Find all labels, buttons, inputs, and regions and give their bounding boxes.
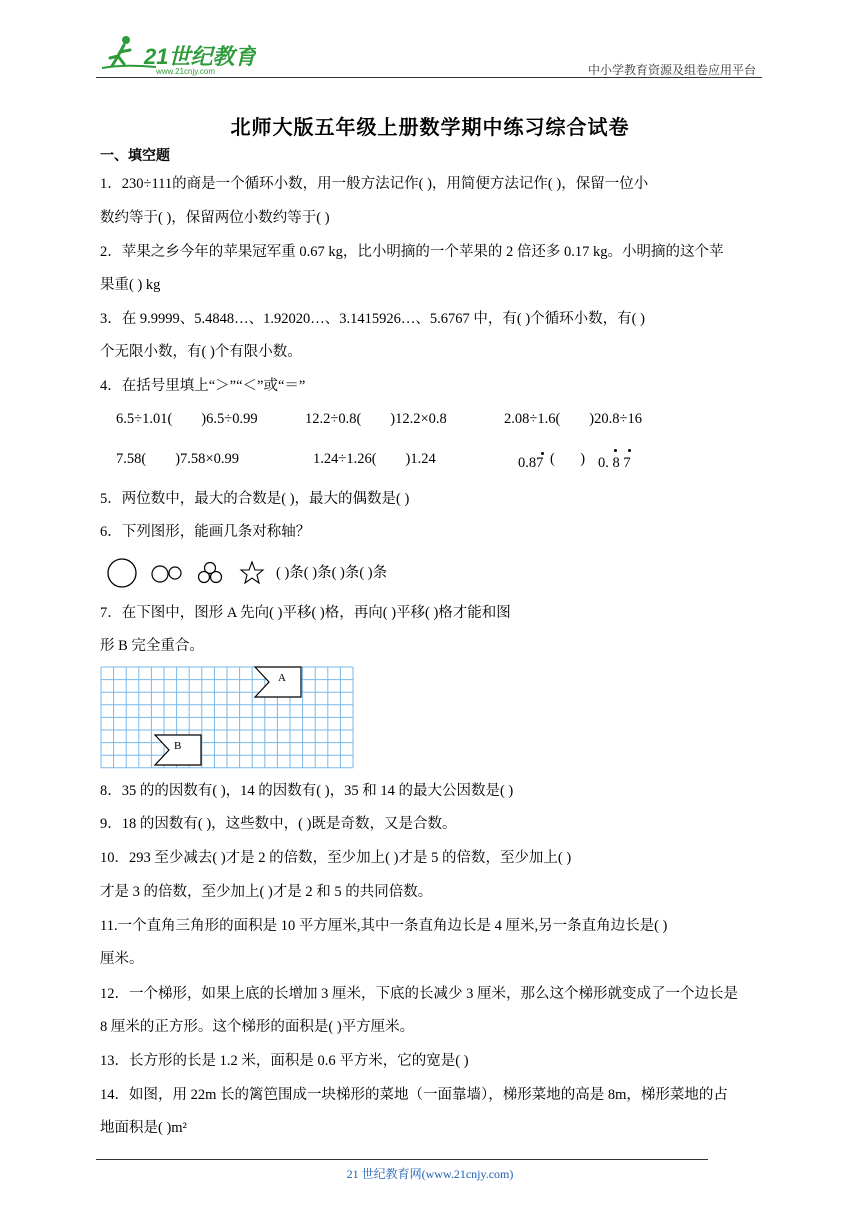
q7-line2: 形 B 完全重合。 xyxy=(100,638,204,654)
q9-line: 9．18 的因数有( )，这些数中，( )既是奇数，又是合数。 xyxy=(100,816,457,832)
header-divider xyxy=(96,77,762,78)
logo-url: www.21cnjy.com xyxy=(156,67,215,76)
q13-line: 13．长方形的长是 1.2 米，面积是 0.6 平方米，它的宽是( ) xyxy=(100,1053,469,1069)
platform-name: 中小学教育资源及组卷应用平台 xyxy=(587,63,756,77)
three-circles-icon xyxy=(199,563,222,583)
symmetry-shapes xyxy=(104,556,274,590)
q4-compare-3: 2.08÷1.6( )20.8÷16 xyxy=(504,411,642,427)
q4-compare-2: 12.2÷0.8( )12.2×0.8 xyxy=(305,411,447,427)
q4-compare-4: 7.58( )7.58×0.99 xyxy=(116,451,239,467)
footer-divider xyxy=(96,1159,708,1160)
page-title: 北师大版五年级上册数学期中练习综合试卷 xyxy=(230,117,630,139)
circle-shape-icon xyxy=(108,559,136,587)
q6-blanks: ( )条( )条( )条( )条 xyxy=(276,565,388,581)
shape-b-label: B xyxy=(174,740,182,752)
logo-text: 21世纪教育 xyxy=(144,44,256,69)
q10-line2: 才是 3 的倍数，至少加上( )才是 2 和 5 的共同倍数。 xyxy=(100,884,433,900)
q10-line1: 10．293 至少减去( )才是 2 的倍数，至少加上( )才是 5 的倍数，至少加上( ) xyxy=(100,850,572,866)
q3-line1: 3．在 9.9999、5.4848…、1.92020…、3.1415926…、5.6767 中，有( )个循环小数，有( ) xyxy=(100,311,645,327)
q14-line1: 14．如图，用 22m 长的篱笆围成一块梯形的菜地（一面靠墙），梯形菜地的高是 8m，梯形菜地的占 xyxy=(100,1087,728,1103)
q4-line1: 4．在括号里填上“＞”“＜”或“＝” xyxy=(100,378,306,394)
q11-line1: 11.一个直角三角形的面积是 10 平方厘米,其中一条直角边长是 4 厘米,另一条直角边长是( ) xyxy=(100,918,668,934)
q1-line1: 1．230÷111的商是一个循环小数，用一般方法记作( )，用简便方法记作( )，保留一位小 xyxy=(100,176,649,192)
q4-compare-5: 1.24÷1.26( )1.24 xyxy=(313,451,436,467)
q4-compare-6-left: 0.87 xyxy=(518,455,544,471)
repeating-dot xyxy=(628,449,631,452)
section-heading: 一、填空题 xyxy=(100,147,170,163)
site-logo xyxy=(96,34,256,76)
q11-line2: 厘米。 xyxy=(100,951,144,967)
q5-line: 5．两位数中，最大的合数是( )，最大的偶数是( ) xyxy=(100,491,410,507)
star-shape-icon xyxy=(241,562,263,583)
q6-line1: 6．下列图形，能画几条对称轴？ xyxy=(100,524,311,540)
repeating-dot xyxy=(614,449,617,452)
q4-compare-6-right: 0. 8 7 xyxy=(598,455,631,471)
q12-line2: 8 厘米的正方形。这个梯形的面积是( )平方厘米。 xyxy=(100,1019,415,1035)
repeating-dot xyxy=(541,452,544,455)
q7-line1: 7．在下图中，图形 A 先向( )平移( )格，再向( )平移( )格才能和图 xyxy=(100,605,511,621)
q12-line1: 12．一个梯形，如果上底的长增加 3 厘米，下底的长减少 3 厘米，那么这个梯形就变成了一个边长是 xyxy=(100,986,738,1002)
footer-link[interactable]: 21 世纪教育网(www.21cnjy.com) xyxy=(346,1167,514,1181)
q14-line2: 地面积是( )m² xyxy=(100,1120,187,1136)
q1-line2: 数约等于( )，保留两位小数约等于( ) xyxy=(100,210,330,226)
shape-a-label: A xyxy=(278,672,286,684)
q2-line1: 2．苹果之乡今年的苹果冠军重 0.67 kg，比小明摘的一个苹果的 2 倍还多 0.17 kg。小明摘的这个苹 xyxy=(100,244,724,260)
q2-line2: 果重( ) kg xyxy=(100,277,161,293)
q4-compare-6-blank: ( ) xyxy=(550,451,586,467)
translation-grid xyxy=(100,666,356,770)
two-circles-icon xyxy=(152,566,181,582)
q3-line2: 个无限小数，有( )个有限小数。 xyxy=(100,344,302,360)
q4-compare-1: 6.5÷1.01( )6.5÷0.99 xyxy=(116,411,258,427)
q8-line: 8．35 的的因数有( )，14 的因数有( )，35 和 14 的最大公因数是( ) xyxy=(100,783,514,799)
